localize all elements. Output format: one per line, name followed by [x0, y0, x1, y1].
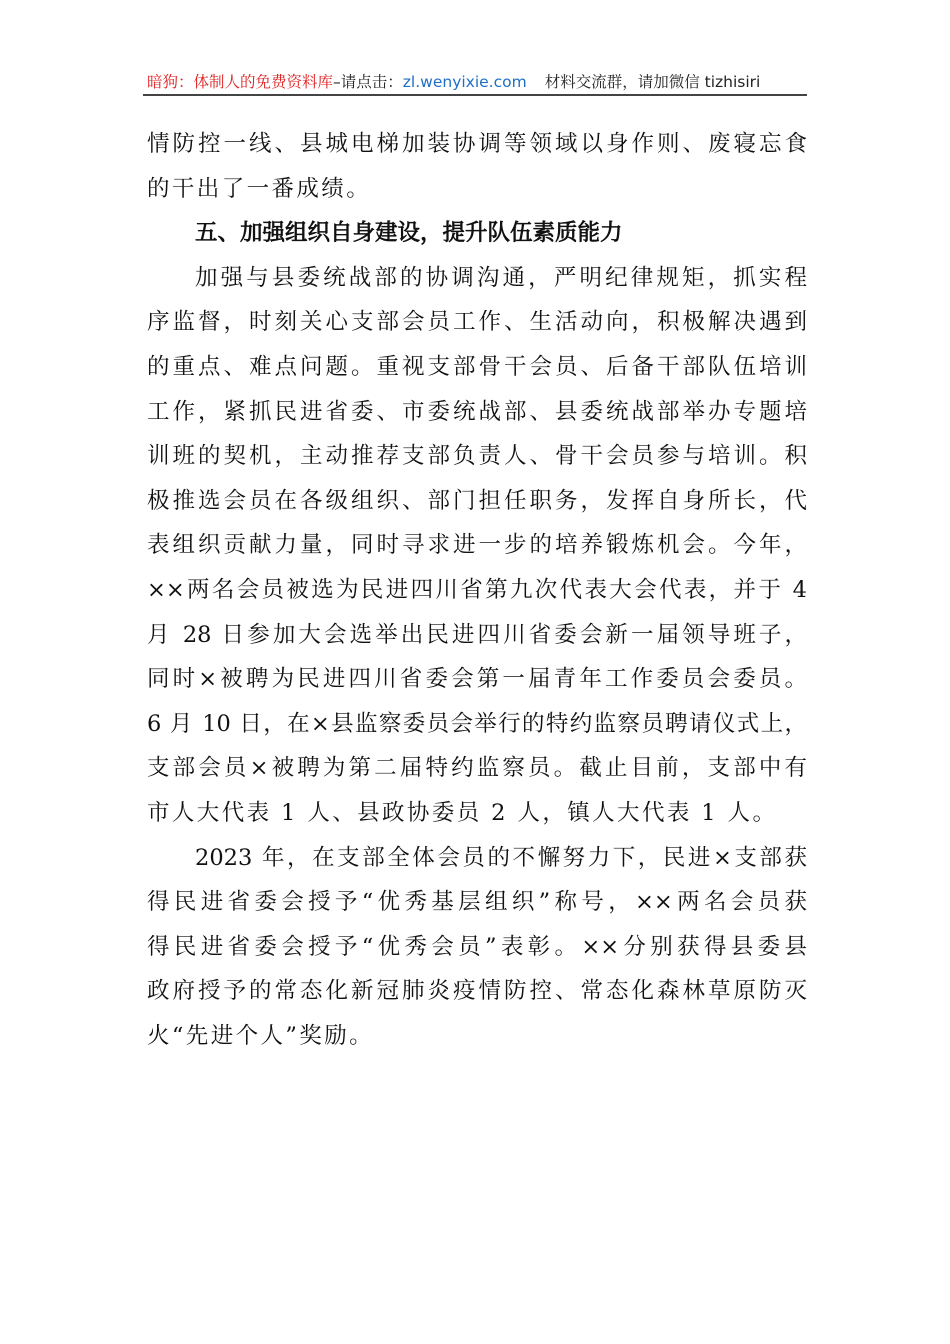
paragraph-line: 的重点、难点问题。重视支部骨干会员、后备干部队伍培训 [147, 353, 807, 380]
website-link[interactable]: zl.wenyixie.com [402, 73, 527, 91]
paragraph-line: 工作，紧抓民进省委、市委统战部、县委统战部举办专题培 [147, 398, 807, 425]
paragraph-line: 2023 年，在支部全体会员的不懈努力下，民进×支部获 [195, 844, 807, 871]
paragraph-line: 政府授予的常态化新冠肺炎疫情防控、常态化森林草原防灭 [147, 978, 807, 1005]
click-label: –请点击： [333, 73, 403, 91]
paragraph-line: 市人大代表 1 人、县政协委员 2 人，镇人大代表 1 人。 [147, 799, 778, 826]
paragraph-line: 得民进省委会授予“优秀基层组织”称号，××两名会员获 [147, 889, 807, 916]
paragraph-line: 训班的契机，主动推荐支部负责人、骨干会员参与培训。积 [147, 443, 807, 470]
document-body [147, 122, 807, 1058]
paragraph-line: 支部会员×被聘为第二届特约监察员。截止目前，支部中有 [147, 755, 807, 782]
paragraph-line: 的干出了一番成绩。 [147, 175, 372, 202]
promo-text: 暗狗：体制人的免费资料库 [147, 73, 334, 91]
group-text: 材料交流群，请加微信 tizhisiri [544, 73, 761, 91]
paragraph-line: 加强与县委统战部的协调沟通，严明纪律规矩，抓实程 [195, 264, 807, 291]
paragraph-line: 极推选会员在各级组织、部门担任职务，发挥自身所长，代 [147, 487, 807, 514]
paragraph-line: 同时×被聘为民进四川省委会第一届青年工作委员会委员。 [147, 666, 807, 693]
header-divider [143, 94, 807, 96]
paragraph-line: 6 月 10 日，在×县监察委员会举行的特约监察员聘请仪式上， [147, 710, 807, 737]
paragraph-line: 情防控一线、县城电梯加装协调等领域以身作则、废寝忘食 [147, 131, 807, 157]
paragraph-line: 月 28 日参加大会选举出民进四川省委会新一届领导班子， [147, 621, 807, 648]
paragraph-line: 序监督，时刻关心支部会员工作、生活动向，积极解决遇到 [147, 309, 807, 336]
paragraph-line: 火“先进个人”奖励。 [147, 1022, 375, 1049]
paragraph-line: 得民进省委会授予“优秀会员”表彰。××分别获得县委县 [147, 933, 807, 960]
paragraph-line: 表组织贡献力量，同时寻求进一步的培养锻炼机会。今年， [147, 532, 807, 559]
paragraph-line: ××两名会员被选为民进四川省第九次代表大会代表，并于 4 [147, 576, 807, 603]
section-heading: 五、加强组织自身建设，提升队伍素质能力 [195, 220, 623, 247]
page-header [147, 70, 807, 92]
